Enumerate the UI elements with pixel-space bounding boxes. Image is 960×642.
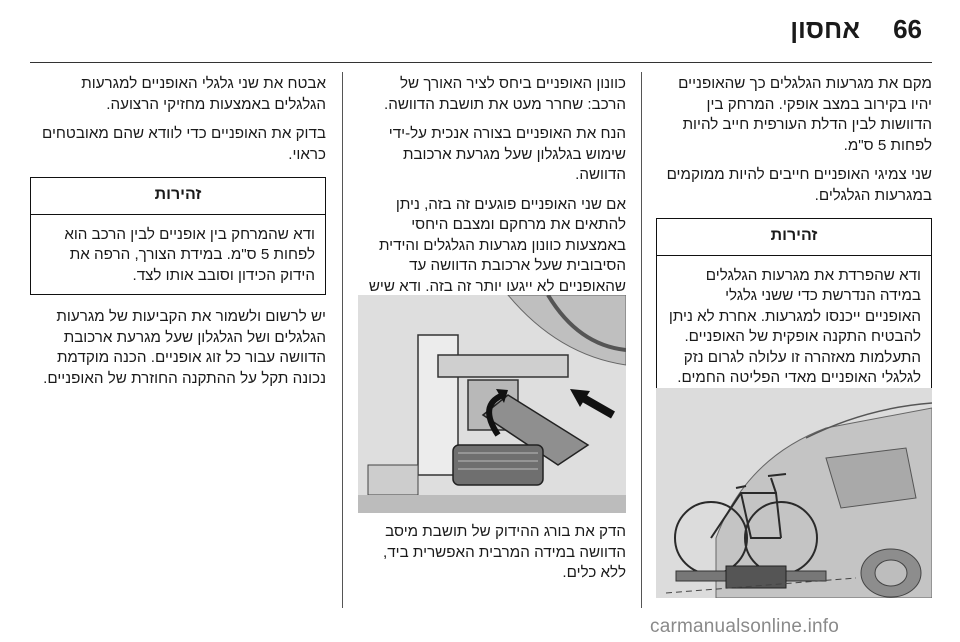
right-para-1: מקם את מגרעות הגלגלים כך שהאופניים יהיו בקירוב במצב אופקי. המרחק בין הדוושות לבין הדלת העורפית חייב להיות לפחות 5 ס"מ. bbox=[678, 75, 932, 154]
column-divider bbox=[641, 72, 642, 608]
right-para-2: שני צמיגי האופניים חייבים להיות ממוקמים במגרעות הגלגלים. bbox=[666, 166, 932, 204]
pedal-clamp-illustration bbox=[358, 295, 626, 513]
warning-title: זהירות bbox=[657, 219, 931, 256]
mid-para-1: כוונון האופניים ביחס לציר האורך של הרכב: שחרר מעט את תושבת הדוושה. bbox=[383, 75, 626, 113]
page-number: 66 bbox=[893, 14, 922, 44]
warning-box-left bbox=[30, 177, 326, 295]
section-title: אחסון bbox=[790, 14, 860, 44]
mid-para-3: אם שני האופניים פוגעים זה בזה, ניתן להתאים את מרחקם ומצבם היחסי באמצעות כוונון מגרעות הגלגלים והידית הסיבובית שעל ארכובת הדוושה עד שהאופניים לא ייגעו יותר זה בזה. ודא שיש bbox=[368, 195, 626, 295]
left-column bbox=[30, 74, 326, 398]
column-divider bbox=[342, 72, 343, 608]
watermark: carmanualsonline.info bbox=[650, 616, 840, 637]
left-para-2: בדוק את האופניים כדי לוודא שהם מאובטחים כראוי. bbox=[41, 125, 326, 163]
warning-body: ודא שהפרדת את מגרעות הגלגלים במידה הנדרשת כדי ששני גלגלי האופניים ייכנסו למגרעות. אחרת לא ניתן להבטיח התקנה אופקית של האופניים. התעלמות מאזהרה זו עלולה לגרום נזק לגלגלי האופניים מאדי הפליטה החמים. bbox=[668, 266, 921, 386]
figure-caption: הדק את בורג ההידוק של תושבת מיסב הדוושה במידה המרבית האפשרית ביד, ללא כלים. bbox=[383, 523, 626, 581]
right-column bbox=[656, 74, 932, 410]
warning-box-right bbox=[656, 218, 932, 398]
header-rule bbox=[30, 62, 932, 63]
warning-title: זהירות bbox=[31, 178, 325, 215]
left-para-1: אבטח את שני גלגלי האופניים למגרעות הגלגלים באמצעות מחזיקי הרצועה. bbox=[81, 75, 326, 113]
left-para-3: יש לרשום ולשמור את הקביעות של מגרעות הגלגלים ושל הגלגלון שעל מגרעת ארכובת הדוושה עבור כל זוג אופניים. הכנה מוקדמת נכונה תקל על ההתקנה החוזרת של האופניים. bbox=[43, 308, 326, 387]
mid-para-2: הנח את האופניים בצורה אנכית על-ידי שימוש בגלגלון שעל מגרעת ארכובת הדוושה. bbox=[388, 125, 626, 183]
middle-column bbox=[358, 74, 626, 327]
bike-on-carrier-illustration bbox=[656, 388, 932, 598]
page-header bbox=[0, 0, 960, 60]
warning-body: ודא שהמרחק בין אופניים לבין הרכב הוא לפחות 5 ס"מ. במידת הצורך, הרפה את הידוק הכידון וסובב אותו לצד. bbox=[64, 225, 315, 284]
